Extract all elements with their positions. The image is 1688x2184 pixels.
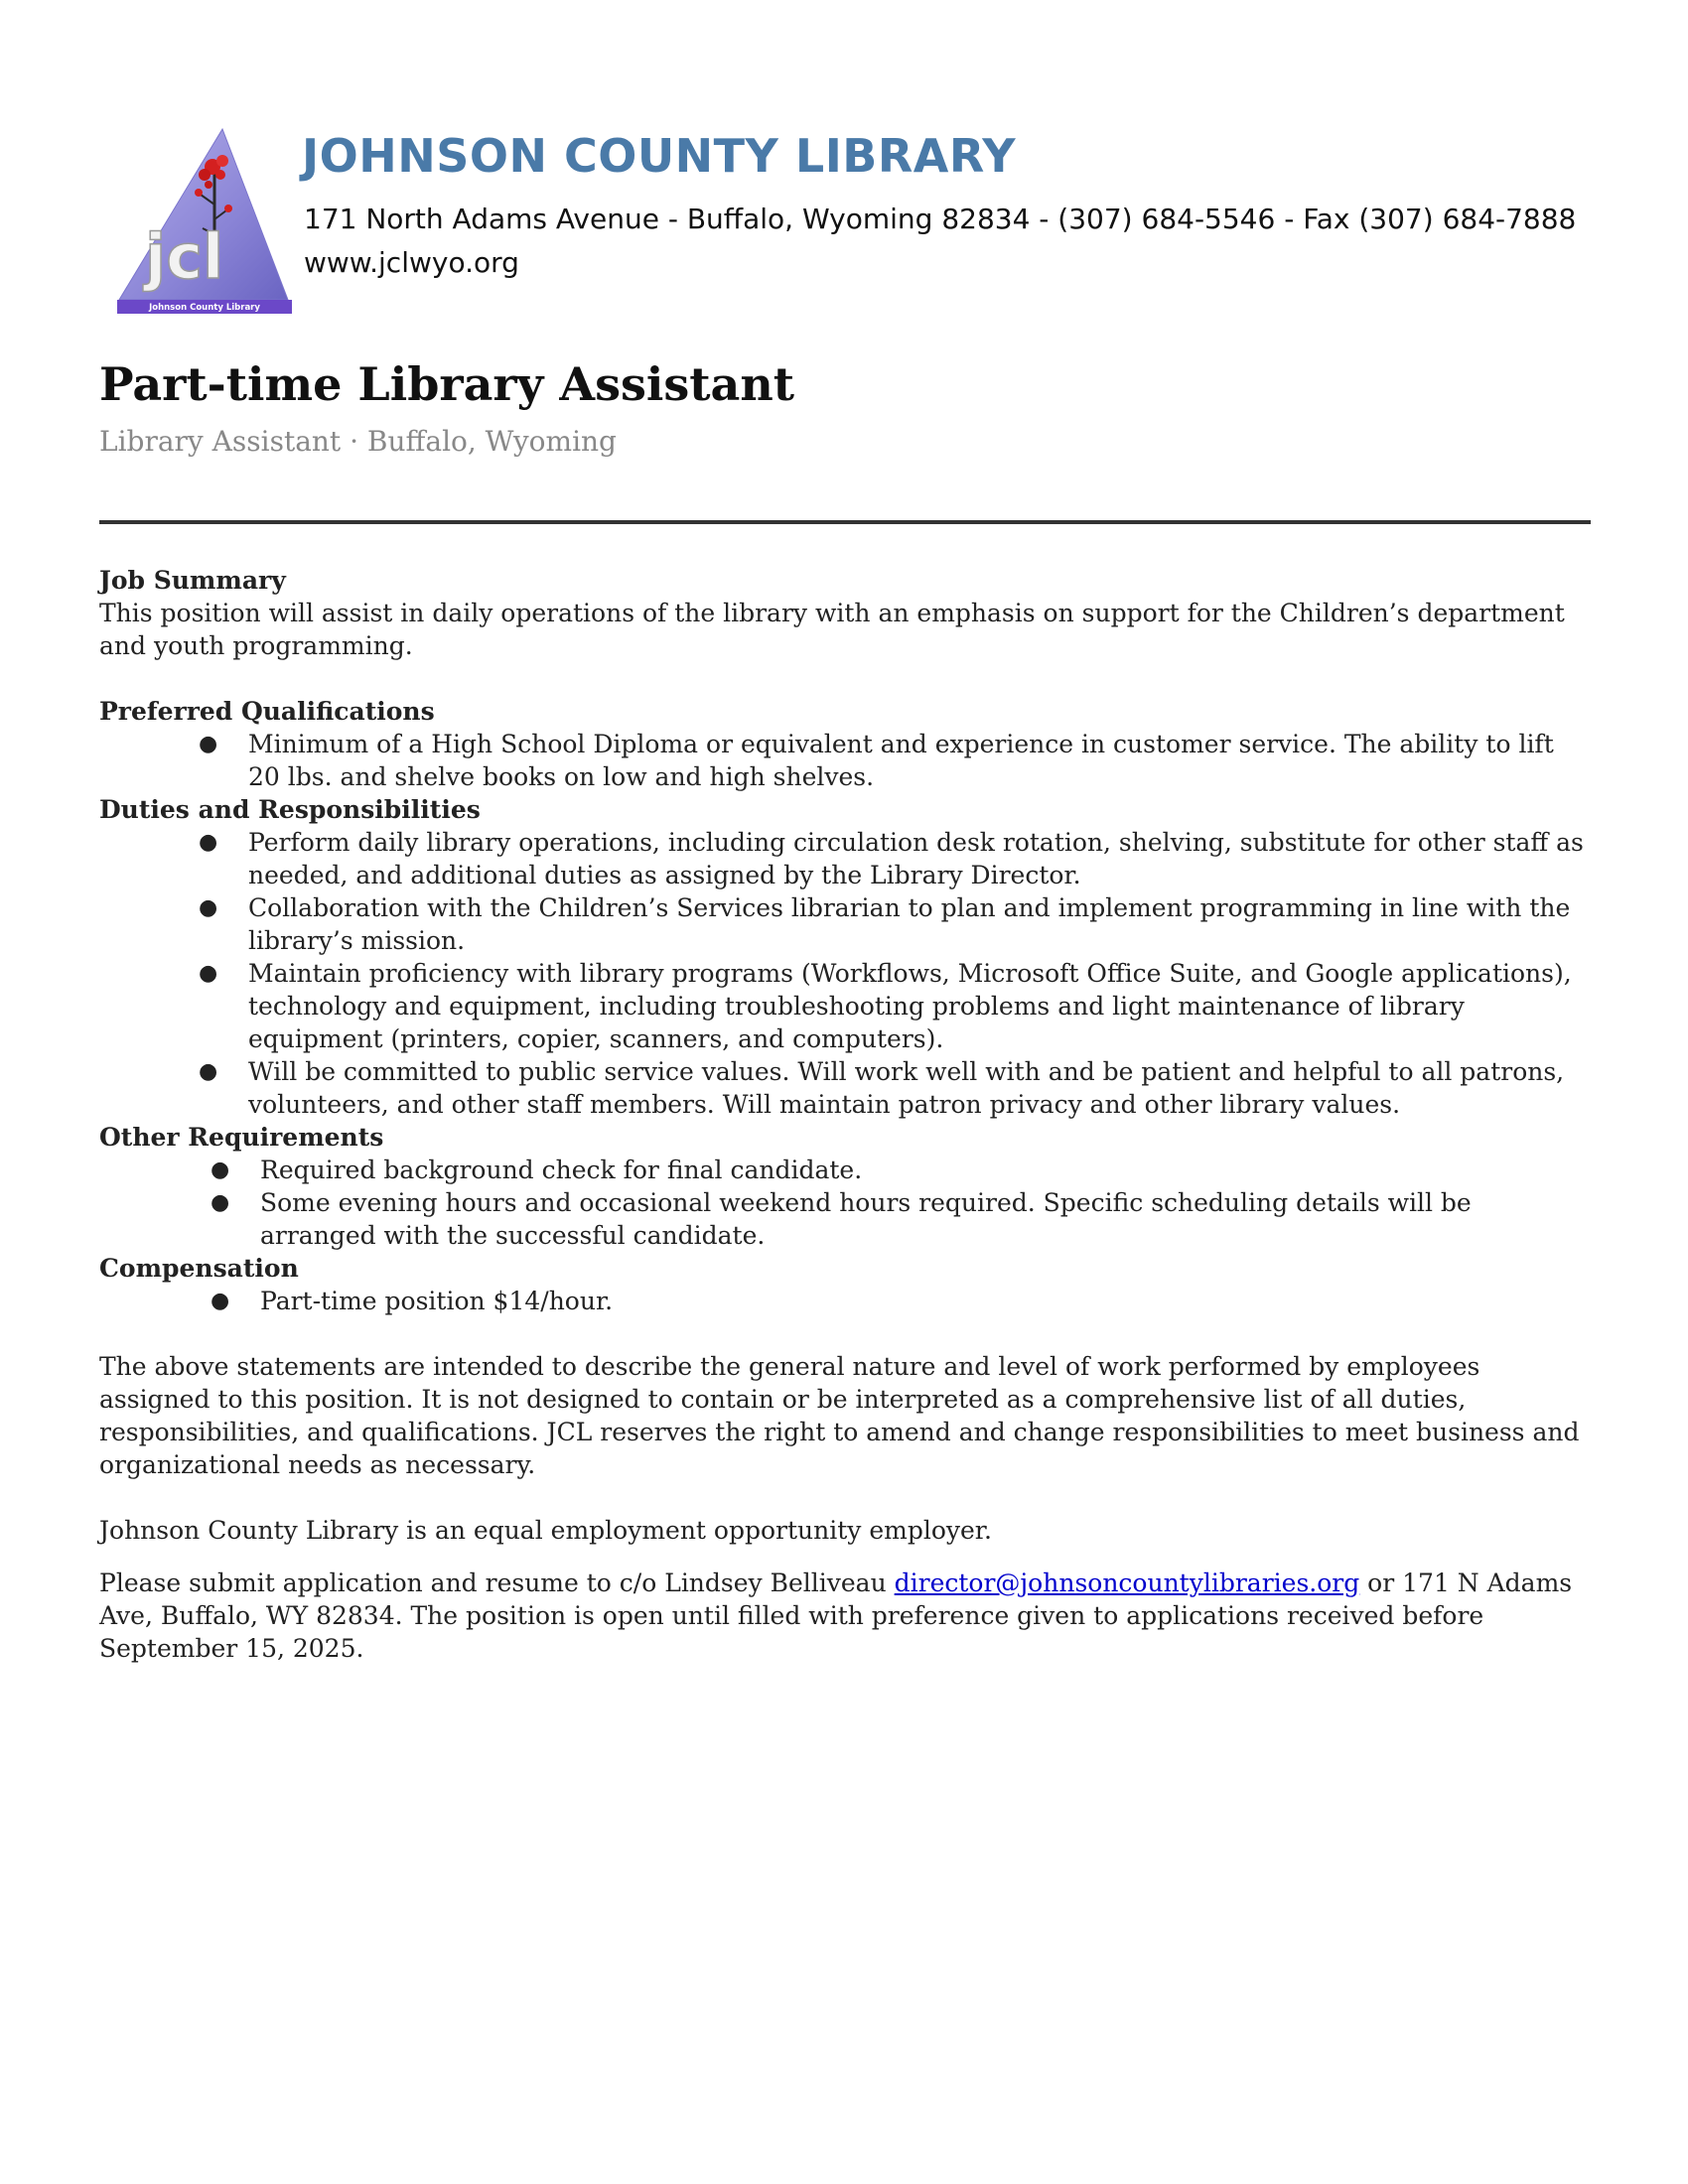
list-item-text: Part-time position $14/hour. xyxy=(260,1287,614,1315)
section-heading-other: Other Requirements xyxy=(99,1123,384,1152)
apply-suffix: or 171 N Adams Ave, Buffalo, WY 82834. The position is open until filled with preference given to applications received before September 15, 2025. xyxy=(99,1569,1573,1663)
list-item xyxy=(99,1186,1593,1252)
org-website: www.jclwyo.org xyxy=(304,246,519,279)
disclaimer-text: The above statements are intended to describe the general nature and level of work performed by employees assigned to this position. It is not designed to contain or be interpreted as a comprehensive list of all duties, responsibilities, and qualifications. JCL reserves the right to amend and change responsibilities to meet business and organizational needs as necessary. xyxy=(99,1352,1580,1479)
section-heading-qualifications: Preferred Qualifications xyxy=(99,697,435,726)
section-heading-summary: Job Summary xyxy=(99,566,286,595)
list-item-text: Will be committed to public service values. Will work well with and be patient and helpful to all patrons, volunteers, and other staff members. Will maintain patron privacy and other library values. xyxy=(248,1057,1565,1119)
org-address: 171 North Adams Avenue - Buffalo, Wyoming 82834 - (307) 684-5546 - Fax (307) 684-7888 xyxy=(304,203,1577,235)
list-item xyxy=(99,728,1593,793)
bullet-icon: ● xyxy=(211,1158,230,1182)
list-item xyxy=(99,826,1593,891)
section-heading-compensation: Compensation xyxy=(99,1254,299,1283)
bullet-icon: ● xyxy=(199,961,218,986)
list-item-text: Required background check for final candidate. xyxy=(260,1156,863,1184)
list-item-text: Collaboration with the Children’s Services librarian to plan and implement programming in line with the library’s mission. xyxy=(248,893,1571,955)
director-email-link[interactable]: director@johnsoncountylibraries.org xyxy=(894,1569,1360,1597)
svg-text:jcl: jcl xyxy=(145,220,224,293)
compensation-list xyxy=(99,1285,1593,1317)
list-item xyxy=(99,1055,1593,1121)
list-item xyxy=(99,957,1593,1055)
job-title: Part-time Library Assistant xyxy=(99,357,795,411)
letterhead xyxy=(117,119,1607,318)
duties-list xyxy=(99,826,1593,1121)
bullet-icon: ● xyxy=(211,1190,230,1215)
title-divider xyxy=(99,520,1591,524)
apply-prefix: Please submit application and resume to c/o Lindsey Belliveau xyxy=(99,1569,895,1597)
org-name: JOHNSON COUNTY LIBRARY xyxy=(302,129,1017,183)
list-item-text: Perform daily library operations, including circulation desk rotation, shelving, substitute for other staff as needed, and additional duties as assigned by the Library Director. xyxy=(248,828,1584,889)
list-item xyxy=(99,891,1593,957)
section-heading-duties: Duties and Responsibilities xyxy=(99,795,481,824)
list-item-text: Maintain proficiency with library programs (Workflows, Microsoft Office Suite, and Google applications), technology and equipment, including troubleshooting problems and light maintenance of library equipment (printers, copier, scanners, and computers). xyxy=(248,959,1572,1053)
eeo-statement: Johnson County Library is an equal employment opportunity employer. xyxy=(99,1516,992,1545)
job-subtitle: Library Assistant · Buffalo, Wyoming xyxy=(99,425,617,458)
bullet-icon: ● xyxy=(211,1289,230,1313)
list-item-text: Minimum of a High School Diploma or equivalent and experience in customer service. The ability to lift 20 lbs. and shelve books on low and high shelves. xyxy=(248,730,1554,791)
qualifications-list xyxy=(99,728,1593,793)
other-requirements-list xyxy=(99,1154,1593,1252)
bullet-icon: ● xyxy=(199,1059,218,1084)
job-description xyxy=(99,564,1593,1665)
application-instructions xyxy=(99,1567,1593,1665)
logo-caption: Johnson County Library xyxy=(149,303,260,313)
jcl-logo-icon xyxy=(117,125,292,314)
list-item-text: Some evening hours and occasional weekend hours required. Specific scheduling details will be arranged with the successful candidate. xyxy=(260,1188,1472,1250)
bullet-icon: ● xyxy=(199,830,218,855)
summary-text: This position will assist in daily operations of the library with an emphasis on support for the Children’s department and youth programming. xyxy=(99,599,1565,660)
list-item xyxy=(99,1285,1593,1317)
bullet-icon: ● xyxy=(199,895,218,920)
list-item xyxy=(99,1154,1593,1186)
bullet-icon: ● xyxy=(199,732,218,756)
